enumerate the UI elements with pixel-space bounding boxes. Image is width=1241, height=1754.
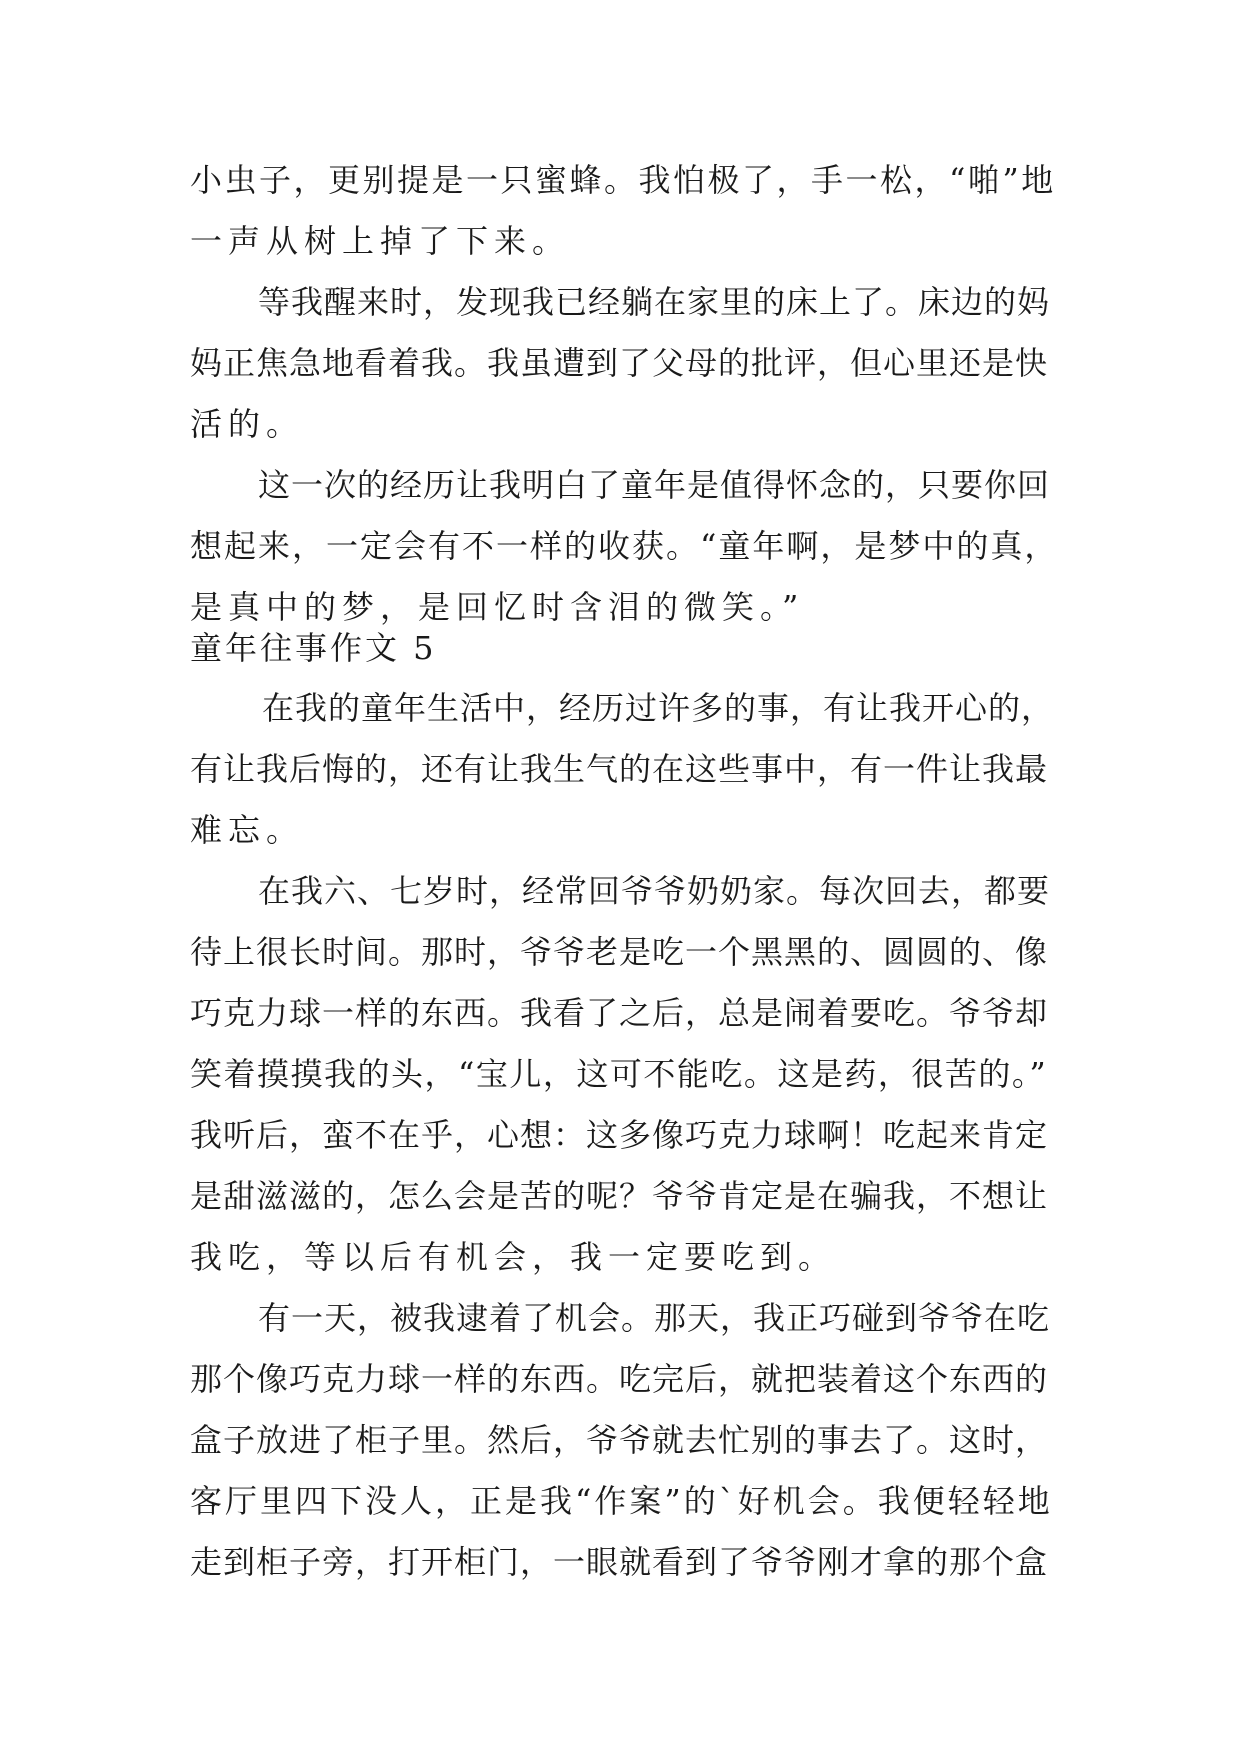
- text-line: 客厅里四下没人，正是我“作案”的`好机会。我便轻轻地: [190, 1482, 1053, 1520]
- text-line: 一声从树上掉了下来。: [190, 222, 571, 260]
- paragraph-first-line: 这一次的经历让我明白了童年是值得怀念的，只要你回: [258, 466, 1051, 504]
- text-line: 活的。: [190, 405, 305, 443]
- text-line: 盒子放进了柜子里。然后，爷爷就去忙别的事去了。这时，: [190, 1421, 1049, 1459]
- text-line: 妈正焦急地看着我。我虽遭到了父母的批评，但心里还是快: [190, 344, 1049, 382]
- paragraph-first-line: 在我六、七岁时，经常回爷爷奶奶家。每次回去，都要: [258, 872, 1051, 910]
- text-line: 我听后，蛮不在乎，心想：这多像巧克力球啊！吃起来肯定: [190, 1116, 1049, 1154]
- text-line: 巧克力球一样的东西。我看了之后，总是闹着要吃。爷爷却: [190, 994, 1049, 1032]
- text-line: 走到柜子旁，打开柜门，一眼就看到了爷爷刚才拿的那个盒: [190, 1543, 1049, 1581]
- text-line: 待上很长时间。那时，爷爷老是吃一个黑黑的、圆圆的、像: [190, 933, 1049, 971]
- text-line: 是真中的梦，是回忆时含泪的微笑。”: [190, 588, 805, 626]
- text-line: 有让我后悔的，还有让我生气的在这些事中，有一件让我最: [190, 750, 1049, 788]
- text-line: 那个像巧克力球一样的东西。吃完后，就把装着这个东西的: [190, 1360, 1049, 1398]
- text-line: 小虫子，更别提是一只蜜蜂。我怕极了，手一松，“啪”地: [190, 161, 1056, 199]
- text-line: 是甜滋滋的，怎么会是苦的呢？爷爷肯定是在骗我，不想让: [190, 1177, 1049, 1215]
- section-heading: 童年往事作文 5: [190, 629, 437, 667]
- paragraph-first-line: 在我的童年生活中，经历过许多的事，有让我开心的，: [262, 689, 1055, 727]
- paragraph-first-line: 有一天，被我逮着了机会。那天，我正巧碰到爷爷在吃: [258, 1299, 1051, 1337]
- paragraph-first-line: 等我醒来时，发现我已经躺在家里的床上了。床边的妈: [258, 283, 1051, 321]
- text-line: 想起来，一定会有不一样的收获。“童年啊，是梦中的真，: [190, 527, 1059, 565]
- text-line: 笑着摸摸我的头，“宝儿，这可不能吃。这是药，很苦的。”: [190, 1055, 1048, 1093]
- text-line: 难忘。: [190, 811, 305, 849]
- text-line: 我吃，等以后有机会，我一定要吃到。: [190, 1238, 837, 1276]
